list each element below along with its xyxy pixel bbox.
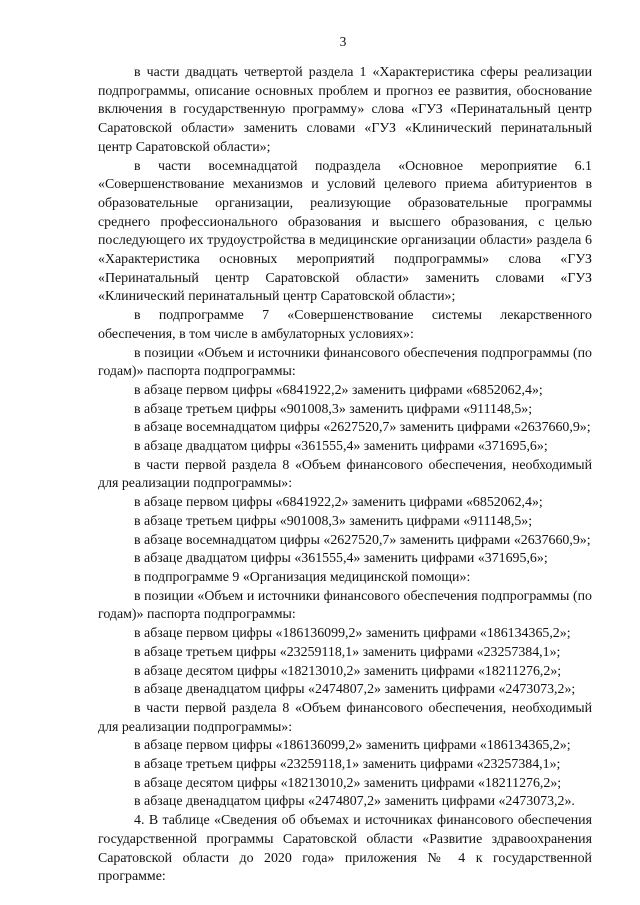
paragraph-11: в абзаце третьем цифры «901008,3» заменить цифрами «911148,5»; [134, 513, 533, 529]
paragraph-13: в абзаце двадцатом цифры «361555,4» заменить цифрами «371695,6»; [134, 551, 548, 567]
paragraph-23: в абзаце десятом цифры «18213010,2» заменить цифрами «18211276,2»; [134, 775, 562, 791]
paragraph-3: в подпрограмме 7 «Совершенствование системы лекарственного обеспечения, в том числе в амбулаторных условиях»: [98, 308, 592, 342]
paragraph-1: в части двадцать четвертой раздела 1 «Характеристика сферы реализации подпрограммы, описание основных проблем и прогноз ее развития, обоснование включения в государственную программу» слова «ГУЗ «Перинатальный центр Саратовской области» заменить словами «ГУЗ «Клинический перинатальный центр Саратовской области»; [98, 65, 592, 155]
paragraph-16: в абзаце первом цифры «186136099,2» заменить цифрами «186134365,2»; [134, 626, 571, 642]
page-number: 3 [339, 34, 347, 49]
paragraph-20: в части первой раздела 8 «Объем финансового обеспечения, необходимый для реализации подпрограммы»: [98, 700, 592, 735]
paragraph-19: в абзаце двенадцатом цифры «2474807,2» заменить цифрами «2473073,2»; [134, 682, 576, 698]
paragraph-7: в абзаце восемнадцатом цифры «2627520,7» заменить цифрами «2637660,9»; [134, 420, 591, 436]
paragraph-24: в абзаце двенадцатом цифры «2474807,2» заменить цифрами «2473073,2». [134, 794, 575, 810]
paragraph-21: в абзаце первом цифры «186136099,2» заменить цифрами «186134365,2»; [134, 738, 571, 754]
paragraph-8: в абзаце двадцатом цифры «361555,4» заменить цифрами «371695,6»; [134, 439, 548, 455]
paragraph-9: в части первой раздела 8 «Объем финансового обеспечения, необходимый для реализации подпрограммы»: [98, 457, 592, 492]
paragraph-17: в абзаце третьем цифры «23259118,1» заменить цифрами «23257384,1»; [134, 644, 561, 660]
paragraph-22: в абзаце третьем цифры «23259118,1» заменить цифрами «23257384,1»; [134, 757, 561, 773]
paragraph-4: в позиции «Объем и источники финансового обеспечения подпрограммы (по годам)» паспорта подпрограммы: [98, 345, 592, 380]
paragraph-10: в абзаце первом цифры «6841922,2» заменить цифрами «6852062,4»; [134, 495, 543, 511]
paragraph-12: в абзаце восемнадцатом цифры «2627520,7» заменить цифрами «2637660,9»; [134, 532, 591, 548]
paragraph-6: в абзаце третьем цифры «901008,3» заменить цифрами «911148,5»; [134, 401, 533, 417]
paragraph-18: в абзаце десятом цифры «18213010,2» заменить цифрами «18211276,2»; [134, 663, 562, 679]
paragraph-14: в подпрограмме 9 «Организация медицинской помощи»: [134, 569, 471, 585]
paragraph-15: в позиции «Объем и источники финансового обеспечения подпрограммы (по годам)» паспорта подпрограммы: [98, 588, 592, 623]
paragraph-25: 4. В таблице «Сведения об объемах и источниках финансового обеспечения государственной программы Саратовской области «Развитие здравоохранения Саратовской области до 2020 года» приложения № 4 к государственной программе: [98, 813, 592, 885]
paragraph-2: в части восемнадцатой подраздела «Основное мероприятие 6.1 «Совершенствование механизмов и условий целевого приема абитуриентов в образовательные организации, реализующие образовательные программы среднего профессионального образования и высшего образования, с целью последующего их трудоустройства в медицинские организации области» раздела 6 «Характеристика основных мероприятий подпрограммы» слова «ГУЗ «Перинатальный центр Саратовской области» заменить словами «ГУЗ «Клинический перинатальный центр Саратовской области»; [98, 158, 592, 305]
paragraph-5: в абзаце первом цифры «6841922,2» заменить цифрами «6852062,4»; [134, 382, 543, 398]
